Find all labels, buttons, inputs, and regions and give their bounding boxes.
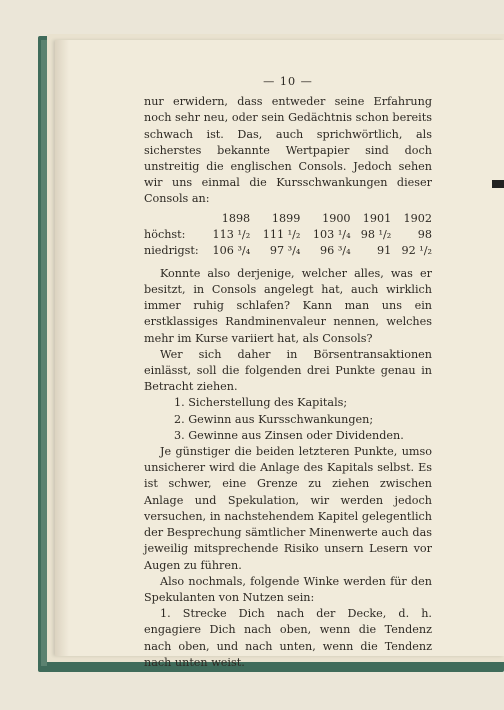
year-header: 1900	[322, 211, 351, 225]
year-header: 1901	[362, 211, 392, 225]
table-cell: 106 ³/₄	[212, 244, 251, 258]
table-cell: 96 ³/₄	[320, 244, 351, 258]
table-cell: 97 ³/₄	[269, 244, 301, 258]
table-cell: 98 ¹/₂	[360, 228, 392, 242]
paragraph-three-points: Wer sich daher in Börsentransaktionen einlässt, soll die folgenden drei Punkte genau in Betracht ziehen.	[144, 347, 432, 394]
paragraph-consols-question: Konnte also derjenige, welcher alles, was er besitzt, in Consols angelegt hat, auch wirklich immer ruhig schlafen? Kann man uns ein erstklassiges Randminenvaleur nennen, welches mehr im Kurse variiert hat, als Consols?	[144, 266, 432, 345]
page-number: — 10 —	[263, 75, 313, 88]
paragraph-risk: Je günstiger die beiden letzteren Punkte, umso unsicherer wird die Anlage des Kapitals selbst. Es ist schwer, eine Grenze zu ziehen zwischen Anlage und Spekulation, wir werden jedoch versuchen, in nachstehendem Kapitel gelegentlich der Besprechung sämtlicher Minenwerte auch das jeweilig mitsprechende Risiko unsern Lesern vor Augen zu führen.	[144, 445, 432, 572]
table-row-highest	[144, 227, 432, 243]
table-header-row	[144, 211, 432, 227]
edge-marker	[492, 180, 504, 188]
year-header: 1898	[221, 211, 251, 225]
list-item: 3. Gewinne aus Zinsen oder Dividenden.	[174, 428, 404, 442]
list-item: 2. Gewinn aus Kursschwankungen;	[174, 412, 374, 426]
table-corner-cell	[144, 211, 200, 227]
page-gutter-shadow	[55, 40, 69, 656]
table-cell: 98	[417, 228, 432, 242]
year-header: 1899	[271, 211, 301, 225]
year-header: 1902	[403, 211, 432, 225]
table-row-lowest	[144, 243, 432, 259]
paragraph-intro: nur erwidern, dass entweder seine Erfahrung noch sehr neu, oder sein Gedächtnis schon bereits schwach ist. Das, auch sprichwörtlich, als sicherstes bekannte Wertpapier sind doch unstreitig die englischen Consols. Jedoch sehen wir uns einmal die Kursschwankungen dieser Consols an:	[144, 95, 432, 206]
table-cell: 91	[377, 244, 392, 258]
paragraph-tips-intro: Also nochmals, folgende Winke werden für den Spekulanten von Nutzen sein:	[144, 574, 432, 604]
list-item: 1. Sicherstellung des Kapitals;	[174, 396, 348, 410]
table-cell: 113 ¹/₂	[212, 228, 251, 242]
row-label: höchst:	[144, 228, 186, 242]
consols-price-table	[144, 211, 432, 260]
page-text	[144, 74, 432, 671]
paragraph-tip-one: 1. Strecke Dich nach der Decke, d. h. engagiere Dich nach oben, wenn die Tendenz nach oben, und nach unten, wenn die Tendenz nach unten weist.	[144, 607, 432, 669]
table-cell: 103 ¹/₄	[312, 228, 351, 242]
row-label: niedrigst:	[144, 244, 199, 258]
table-cell: 92 ¹/₂	[401, 244, 432, 258]
table-cell: 111 ¹/₂	[262, 228, 301, 242]
